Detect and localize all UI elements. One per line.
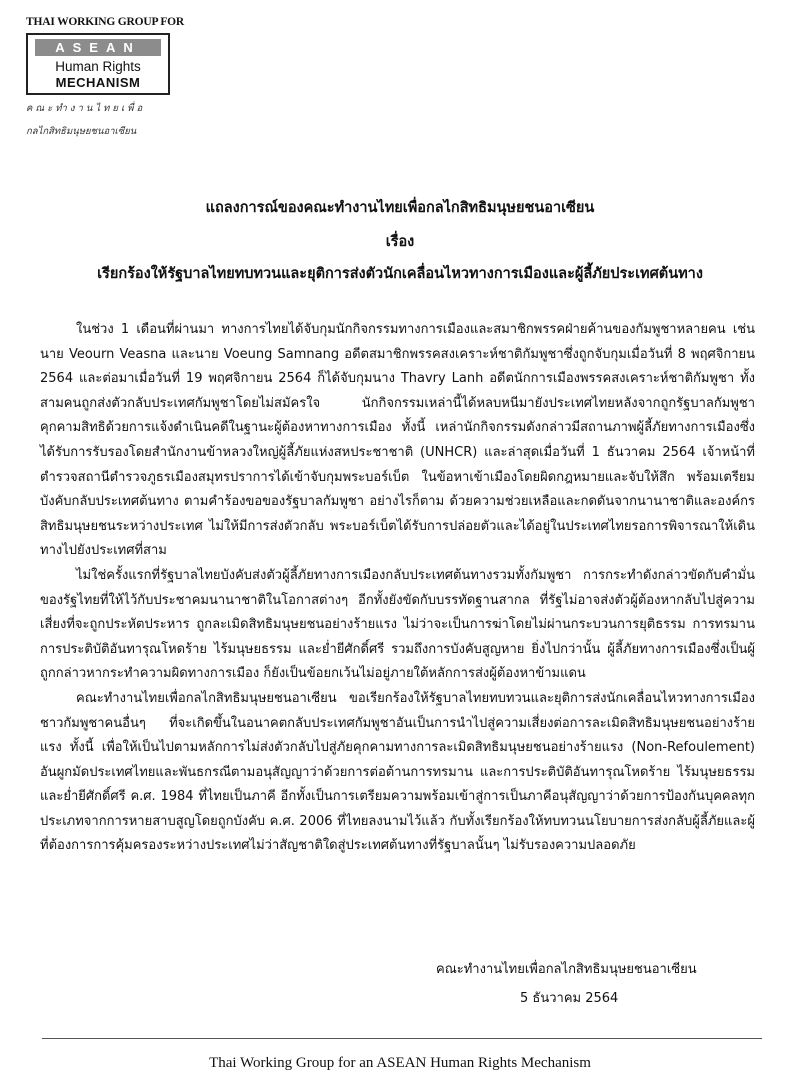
logo-asean-band: ASEAN: [35, 39, 161, 56]
statement-title: แถลงการณ์ของคณะทำงานไทยเพื่อกลไกสิทธิมนุษยชนอาเซียน: [205, 200, 595, 216]
logo-box: [26, 33, 170, 95]
logo-top-line: THAI WORKING GROUP FOR: [26, 16, 184, 28]
logo-thai-line-2: กลไกสิทธิมนุษยชนอาเซียน: [26, 126, 137, 137]
signature-org: คณะทำงานไทยเพื่อกลไกสิทธิมนุษยชนอาเซียน: [436, 962, 697, 977]
signature-date: 5 ธันวาคม 2564: [520, 991, 619, 1006]
subject-label: เรื่อง: [385, 234, 415, 250]
paragraph: ไม่ใช่ครั้งแรกที่รัฐบาลไทยบังคับส่งตัวผู้ลี้ภัยทางการเมืองกลับประเทศต้นทางรวมทั้งกัมพูชา การกระทำดังกล่าวขัดกับคำมั่นของรัฐไทยที่ให้ไว้กับประชาคมนานาชาติในโอกาสต่างๆ อีกทั้งยังขัดกับบรรทัดฐานสากล ที่รัฐไม่อาจส่งตัวผู้ต้องหากลับไปสู่ความเสี่ยงที่จะถูกประหัตประหาร ถูกละเมิดสิทธิมนุษยชนอย่างร้ายแรง ไม่ว่าจะเป็นการฆ่าโดยไม่ผ่านกระบวนการยุติธรรม การทรมาน การประติบัติอันทารุณโหดร้าย ไร้มนุษยธรรม และย่ำยีศักดิ์ศรี รวมถึงการบังคับสูญหาย ยิ่งไปกว่านั้น ผู้ลี้ภัยทางการเมืองซึ่งเป็นผู้ถูกกล่าวหากระทำความผิดทางการเมือง ก็ยังเป็นข้อยกเว้นไม่อยู่ภายใต้หลักการส่งผู้ต้องหาข้ามแดน: [40, 567, 755, 682]
footer-text: Thai Working Group for an ASEAN Human Rights Mechanism: [209, 1055, 591, 1071]
statement-body: [40, 318, 755, 859]
logo-human-rights: Human Rights: [55, 59, 141, 74]
subject-title: เรียกร้องให้รัฐบาลไทยทบทวนและยุติการส่งตัวนักเคลื่อนไหวทางการเมืองและผู้ลี้ภัยประเทศต้นทาง: [97, 266, 703, 282]
paragraph: คณะทำงานไทยเพื่อกลไกสิทธิมนุษยชนอาเซียน ขอเรียกร้องให้รัฐบาลไทยทบทวนและยุติการส่งนักเคลื่อนไหวทางการเมืองชาวกัมพูชาคนอื่นๆ ที่จะเกิดขึ้นในอนาคตกลับประเทศกัมพูชาอันเป็นการนำไปสู่ความเสี่ยงต่อการละเมิดสิทธิมนุษยชนอย่างร้ายแรง ทั้งนี้ เพื่อให้เป็นไปตามหลักการไม่ส่งตัวกลับไปสู่ภัยคุกคามทางการละเมิดสิทธิมนุษยชนอย่างร้ายแรง (Non-Refoulement) อันผูกมัดประเทศไทยและพันธกรณีตามอนุสัญญาว่าด้วยการต่อต้านการทรมาน และการประติบัติอันทารุณโหดร้าย ไร้มนุษยธรรม และย่ำยีศักดิ์ศรี ค.ศ. 1984 ที่ไทยเป็นภาคี อีกทั้งเป็นการเตรียมความพร้อมเข้าสู่การเป็นภาคีอนุสัญญาว่าด้วยการป้องกันบุคคลทุกประเภทจากการหายสาบสูญโดยถูกบังคับ ค.ศ. 2006 ที่ไทยลงนามไว้แล้ว กับทั้งเรียกร้องให้ทบทวนนโยบายการส่งกลับผู้ลี้ภัยและผู้ที่ต้องการการคุ้มครองระหว่างประเทศไม่ว่าสัญชาติใดสู่ประเทศต้นทางที่รัฐบาลนั้นๆ ไม่รับรองความปลอดภัย: [40, 690, 755, 854]
logo-thai-line-1: คณะทำงานไทยเพื่อ: [26, 103, 146, 114]
paragraph: ในช่วง 1 เดือนที่ผ่านมา ทางการไทยได้จับกุมนักกิจกรรมทางการเมืองและสมาชิกพรรคฝ่ายค้านของกัมพูชาหลายคน เช่น นาย Veourn Veasna และนาย Voeung Samnang อดีตสมาชิกพรรคสงเคราะห์ชาติกัมพูชาซึ่งถูกจับกุมเมื่อวันที่ 8 พฤศจิกายน 2564 และต่อมาเมื่อวันที่ 19 พฤศจิกายน 2564 ก็ได้จับกุมนาง Thavry Lanh อดีตนักการเมืองพรรคสงเคราะห์ชาติกัมพูชา ทั้งสามคนถูกส่งตัวกลับประเทศกัมพูชาโดยไม่สมัครใจ นักกิจกรรมเหล่านี้ได้หลบหนีมายังประเทศไทยหลังจากถูกรัฐบาลกัมพูชาคุกคามสิทธิด้วยการแจ้งดำเนินคดีในฐานะผู้ต้องหาทางการเมือง ทั้งนี้ เหล่านักกิจกรรมดังกล่าวมีสถานภาพผู้ลี้ภัยทางการเมืองซึ่งได้รับการรับรองโดยสำนักงานข้าหลวงใหญ่ผู้ลี้ภัยแห่งสหประชาชาติ (UNHCR) และล่าสุดเมื่อวันที่ 1 ธันวาคม 2564 เจ้าหน้าที่ตำรวจสถานีตำรวจภูธรเมืองสมุทรปราการได้เข้าจับกุมพระบอร์เบ็ต ในข้อหาเข้าเมืองโดยผิดกฎหมายและจับให้สึก พร้อมเตรียมบังคับกลับประเทศต้นทาง ตามคำร้องขอของรัฐบาลกัมพูชา อย่างไรก็ตาม ด้วยความช่วยเหลือและกดดันจากนานาชาติและองค์กรสิทธิมนุษยชนระหว่างประเทศ ไม่ให้มีการส่งตัวกลับ พระบอร์เบ็ตได้รับการปล่อยตัวและได้อยู่ในประเทศไทยรอการพิจารณาให้เดินทางไปยังประเทศที่สาม: [40, 322, 755, 559]
footer-divider: [42, 1038, 762, 1039]
logo-mechanism: MECHANISM: [55, 75, 141, 90]
